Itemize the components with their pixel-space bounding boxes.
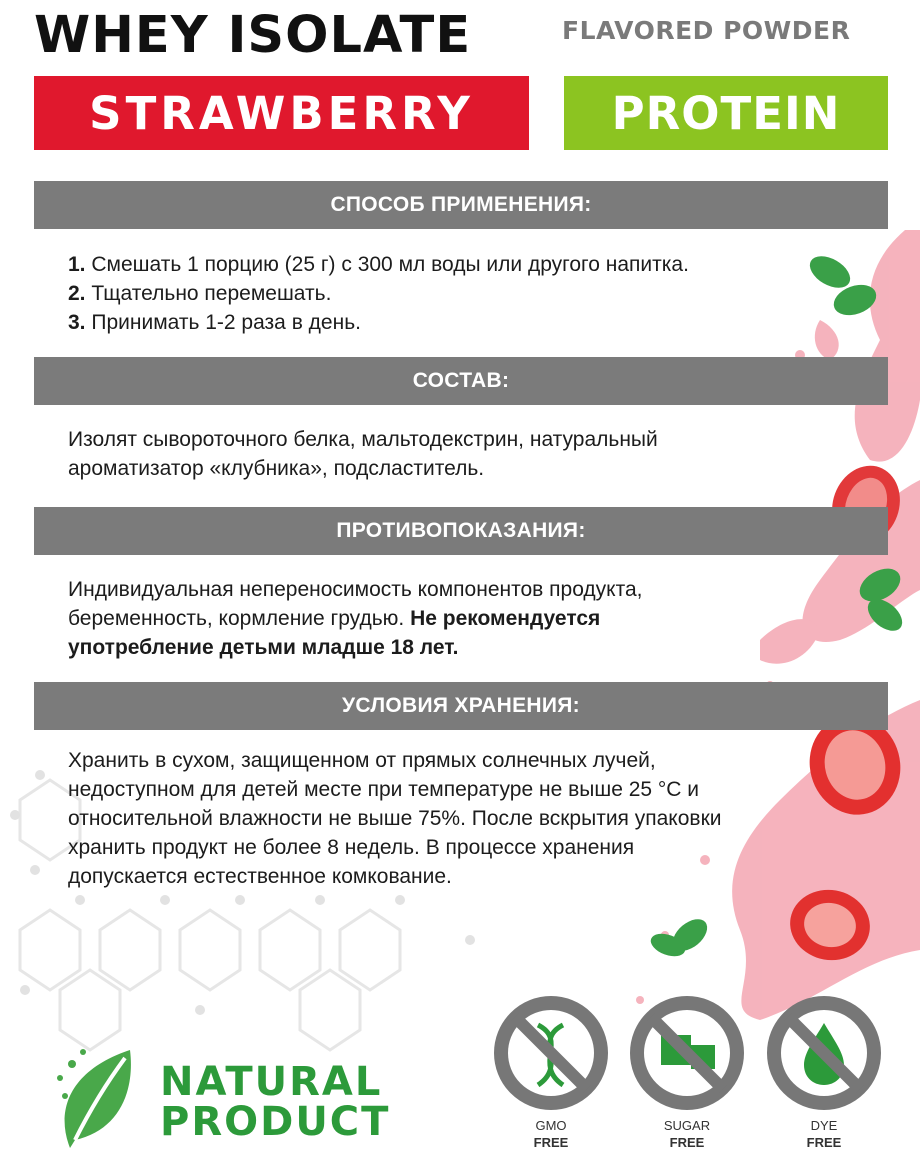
natural-leaf-icon [50, 1040, 150, 1152]
product-label: PRODUCT [160, 1099, 391, 1145]
storage-heading: УСЛОВИЯ ХРАНЕНИЯ: [34, 682, 888, 730]
badge-free: FREE [806, 1135, 842, 1150]
gmo-free-badge [493, 995, 609, 1111]
dye-free-badge [766, 995, 882, 1111]
badge-label: SUGAR [663, 1118, 711, 1133]
contraindications-heading: ПРОТИВОПОКАЗАНИЯ: [34, 507, 888, 555]
natural-label: NATURAL [160, 1059, 383, 1105]
sugar-free-badge [629, 995, 745, 1111]
age-warning: Не рекомендуется употребление детьми младше 18 лет. [68, 607, 601, 659]
badge-label: DYE [810, 1118, 838, 1133]
gmo-free-label [491, 1117, 611, 1151]
usage-heading: СПОСОБ ПРИМЕНЕНИЯ: [34, 181, 888, 229]
badge-free: FREE [669, 1135, 705, 1150]
sugar-free-label [627, 1117, 747, 1151]
dye-free-label [764, 1117, 884, 1151]
product-subtitle: FLAVORED POWDER [562, 16, 851, 45]
usage-steps [68, 250, 828, 337]
badge-label: GMO [535, 1118, 567, 1133]
list-item [68, 308, 828, 337]
badge-free: FREE [533, 1135, 569, 1150]
step-text: Тщательно перемешать. [91, 282, 332, 305]
product-title: WHEY ISOLATE [34, 6, 472, 65]
contraindications-body: Индивидуальная непереносимость компонентов продукта, беременность, кормление грудью. [68, 578, 643, 630]
step-text: Смешать 1 порцию (25 г) с 300 мл воды или другого напитка. [91, 253, 689, 276]
step-number: 2. [68, 282, 86, 305]
list-item [68, 250, 828, 279]
storage-text: Хранить в сухом, защищенном от прямых солнечных лучей, недоступном для детей месте при температуре не выше 25 °C и относительной влажности не выше 75%. После вскрытия упаковки хранить продукт не более 8 недель. В процессе хранения допускается естественное комкование. [68, 749, 722, 888]
composition-heading: СОСТАВ: [34, 357, 888, 405]
type-badge: PROTEIN [564, 76, 888, 150]
composition-text: Изолят сывороточного белка, мальтодекстрин, натуральный ароматизатор «клубника», подсластитель. [68, 428, 658, 480]
step-text: Принимать 1-2 раза в день. [91, 311, 361, 334]
contraindications-text [68, 575, 718, 662]
list-item [68, 279, 828, 308]
step-number: 1. [68, 253, 86, 276]
flavor-badge: STRAWBERRY [34, 76, 529, 150]
step-number: 3. [68, 311, 86, 334]
